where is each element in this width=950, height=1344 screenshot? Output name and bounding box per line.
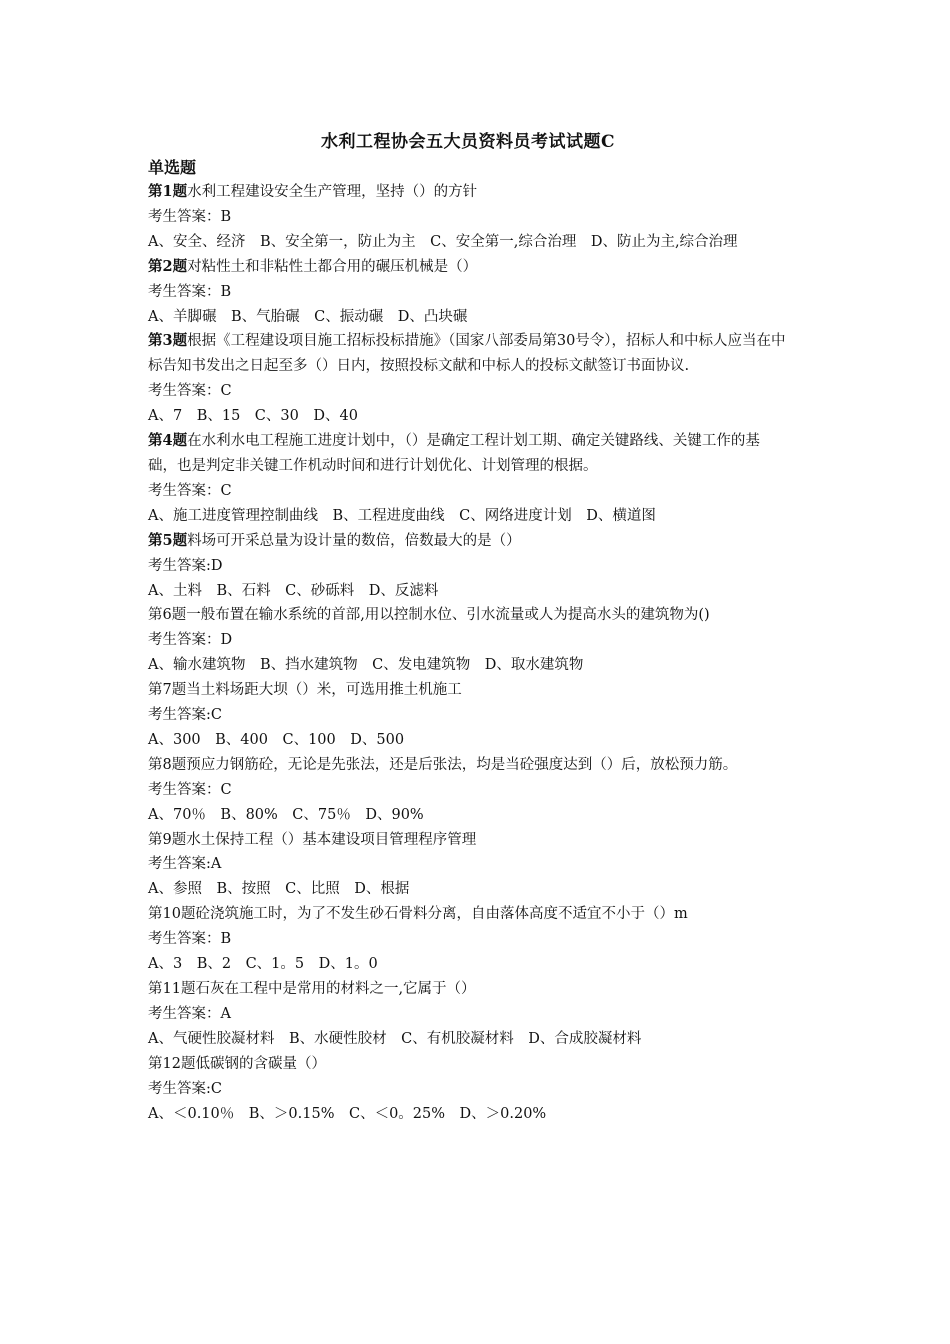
- question-text: 水利工程建设安全生产管理，坚持（）的方针: [187, 184, 478, 200]
- student-answer: 考生答案：C: [148, 482, 232, 499]
- question-6: [148, 603, 788, 678]
- question-number: 第12题: [148, 1055, 196, 1072]
- question-text: 低碳钢的含碳量（）: [195, 1055, 326, 1072]
- answer-options: A、参照 B、按照 C、比照 D、根据: [148, 881, 410, 898]
- student-answer: 考生答案：A: [148, 1005, 231, 1022]
- answer-options: A、羊脚碾 B、气胎碾 C、振动碾 D、凸块碾: [148, 308, 468, 325]
- question-text: 石灰在工程中是常用的材料之一,它属于（）: [195, 981, 476, 997]
- question-stem: [148, 753, 788, 778]
- answer-options: A、7 B、15 C、30 D、40: [148, 408, 358, 425]
- question-number: 第2题: [148, 257, 188, 275]
- student-answer: 考生答案：B: [148, 931, 232, 948]
- answer-options: A、＜0.10％ B、＞0.15% C、＜0。25% D、＞0.20%: [148, 1105, 547, 1122]
- question-text: 根据《工程建设项目施工招标投标措施》（国家八部委局第30号令），招标人和中标人应当在中标告知书发出之日起至多（）日内，按照投标文献和中标人的投标文献签订书面协议.: [148, 333, 786, 375]
- question-stem: [148, 977, 788, 1002]
- question-stem: [148, 828, 788, 853]
- question-8: [148, 753, 788, 828]
- question-number: 第10题: [148, 906, 196, 923]
- document-title: 水利工程协会五大员资料员考试试题C: [320, 132, 616, 152]
- question-stem: [148, 255, 788, 280]
- question-stem: [148, 902, 788, 927]
- question-number: 第7题: [148, 682, 187, 699]
- answer-options: A、3 B、2 C、1。5 D、1。0: [148, 956, 378, 973]
- question-7: [148, 678, 788, 753]
- answer-options: A、施工进度管理控制曲线 B、工程进度曲线 C、网络进度计划 D、横道图: [148, 507, 656, 524]
- question-stem: [148, 180, 788, 205]
- student-answer: 考生答案：B: [148, 283, 232, 300]
- question-text: 对粘性土和非粘性土都合用的碾压机械是（）: [187, 258, 478, 275]
- question-text: 在水利水电工程施工进度计划中，（）是确定工程计划工期、确定关键路线、关键工作的基础，也是判定非关键工作机动时间和进行计划优化、计划管理的根据。: [148, 433, 760, 474]
- question-9: [148, 828, 788, 903]
- question-2: [148, 255, 788, 330]
- student-answer: 考生答案：C: [148, 383, 232, 400]
- student-answer: 考生答案:C: [148, 707, 222, 724]
- question-number: 第5题: [148, 531, 188, 549]
- question-12: [148, 1052, 788, 1127]
- question-text: 砼浇筑施工时，为了不发生砂石骨料分离，自由落体高度不适宜不小于（）m: [195, 906, 688, 923]
- question-stem: [148, 329, 788, 379]
- question-number: 第1题: [148, 183, 188, 200]
- answer-options: A、气硬性胶凝材料 B、水硬性胶材 C、有机胶凝材料 D、合成胶凝材料: [148, 1030, 642, 1047]
- question-text: 水土保持工程（）基本建设项目管理程序管理: [186, 831, 477, 848]
- question-11: [148, 977, 788, 1052]
- question-number: 第8题: [148, 756, 187, 773]
- student-answer: 考生答案:D: [148, 557, 223, 574]
- student-answer: 考生答案:A: [148, 856, 222, 873]
- question-stem: [148, 678, 788, 703]
- question-4: [148, 429, 788, 529]
- answer-options: A、土料 B、石料 C、砂砾料 D、反滤料: [148, 582, 439, 599]
- question-number: 第3题: [148, 332, 188, 350]
- question-stem: [148, 1052, 788, 1077]
- question-5: [148, 529, 788, 604]
- question-text: 料场可开采总量为设计量的数倍，倍数最大的是（）: [187, 532, 521, 549]
- question-number: 第11题: [148, 981, 196, 997]
- document-page: [148, 130, 788, 1126]
- student-answer: 考生答案：C: [148, 781, 232, 798]
- question-list: [148, 180, 788, 1126]
- student-answer: 考生答案:C: [148, 1080, 222, 1097]
- section-title: 单选题: [148, 158, 197, 177]
- question-number: 第6题: [148, 607, 187, 624]
- question-text: 当土料场距大坝（）米，可选用推土机施工: [186, 682, 462, 699]
- answer-options: A、70％ B、80% C、75％ D、90%: [148, 806, 424, 823]
- question-3: [148, 329, 788, 429]
- question-stem: [148, 603, 788, 628]
- question-number: 第4题: [148, 432, 188, 450]
- question-text: 一般布置在输水系统的首部,用以控制水位、引水流量或人为提高水头的建筑物为(): [186, 607, 710, 624]
- student-answer: 考生答案：D: [148, 632, 233, 649]
- question-text: 预应力钢筋砼，无论是先张法，还是后张法，均是当砼强度达到（）后，放松预力筋。: [186, 756, 738, 773]
- answer-options: A、输水建筑物 B、挡水建筑物 C、发电建筑物 D、取水建筑物: [148, 657, 584, 674]
- question-number: 第9题: [148, 831, 187, 848]
- question-1: [148, 180, 788, 255]
- question-stem: [148, 529, 788, 554]
- answer-options: A、安全、经济 B、安全第一，防止为主 C、安全第一,综合治理 D、防止为主,综合治理: [148, 233, 738, 250]
- student-answer: 考生答案：B: [148, 208, 232, 225]
- question-10: [148, 902, 788, 977]
- question-stem: [148, 429, 788, 479]
- answer-options: A、300 B、400 C、100 D、500: [148, 731, 405, 748]
